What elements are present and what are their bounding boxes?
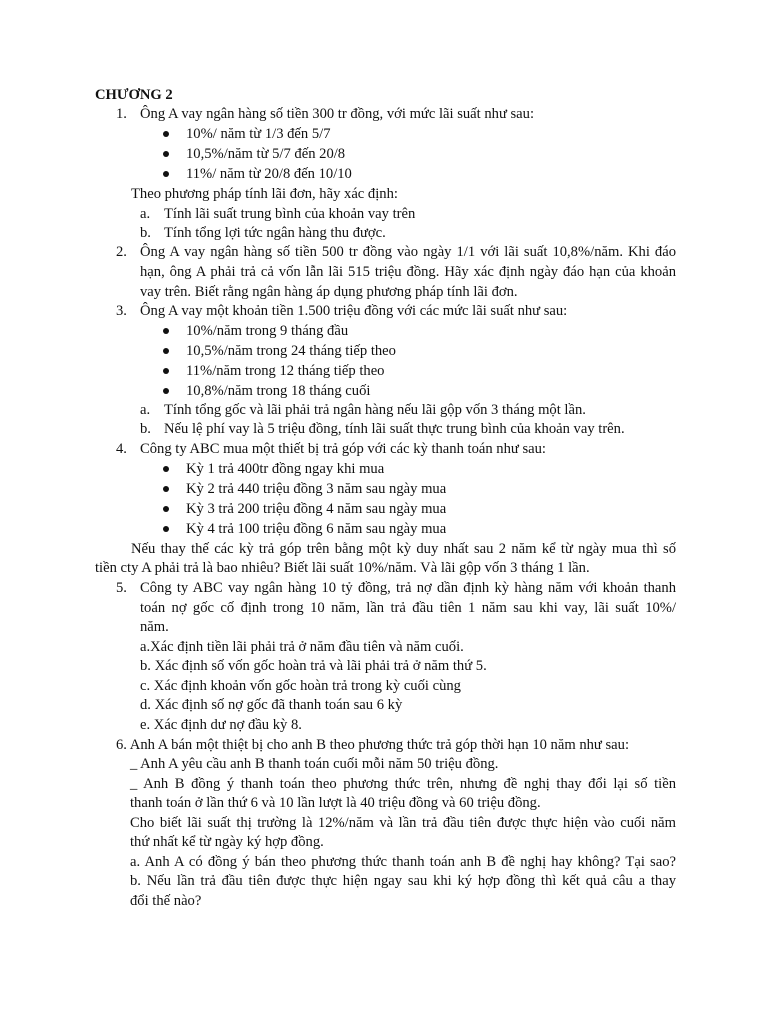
q5-item-e: e. Xác định dư nợ đầu kỳ 8. [140,717,302,733]
q5-line-1: Công ty ABC vay ngân hàng 10 tỷ đồng, trả nợ dần định kỳ hàng năm với khoản thanh [140,580,676,596]
q4-bullet-2: Kỳ 2 trả 440 triệu đồng 3 năm sau ngày mua [186,481,447,497]
q5-item-a: a.Xác định tiền lãi phải trả ở năm đầu tiên và năm cuối. [140,639,464,655]
q6-line-3: thanh toán ở lần thứ 6 và 10 lần lượt là 40 triệu đồng và 60 triệu đồng. [130,795,541,811]
q5-item-d: d. Xác định số nợ gốc đã thanh toán sau 6 kỳ [140,697,403,713]
q4-line-1: Nếu thay thế các kỳ trả góp trên bằng một kỳ duy nhất sau 2 năm kể từ ngày mua thì số [131,541,676,557]
q3-b-label: b. [140,421,151,437]
q4-text: Công ty ABC mua một thiết bị trả góp với các kỳ thanh toán như sau: [140,441,546,457]
q2-line-2: hạn, ông A phải trả cả vốn lẫn lãi 515 triệu đồng. Hãy xác định ngày đáo hạn của khoản [140,264,676,280]
q4-bullet-3: Kỳ 3 trả 200 triệu đồng 4 năm sau ngày mua [186,501,447,517]
q1-lead: Theo phương pháp tính lãi đơn, hãy xác định: [131,186,398,202]
q1-bullet-3: 11%/ năm từ 20/8 đến 10/10 [186,166,352,182]
q1-b-label: b. [140,225,151,241]
q1-a-text: Tính lãi suất trung bình của khoản vay trên [164,206,416,222]
q6-line-8: đổi thế nào? [130,893,202,909]
bullet-icon [163,506,169,512]
bullet-icon [163,526,169,532]
bullet-icon [163,368,169,374]
q6-line-1: _ Anh A yêu cầu anh B thanh toán cuối mỗi năm 50 triệu đồng. [130,756,499,772]
q6-line-5: thứ nhất kể từ ngày ký hợp đồng. [130,834,324,850]
chapter-title: CHƯƠNG 2 [95,87,173,103]
q3-b-text: Nếu lệ phí vay là 5 triệu đồng, tính lãi suất thực trung bình của khoản vay trên. [164,421,625,437]
q2-line-3: vay trên. Biết rằng ngân hàng áp dụng phương pháp tính lãi đơn. [140,284,518,300]
q5-item-b: b. Xác định số vốn gốc hoàn trả và lãi phải trả ở năm thứ 5. [140,658,487,674]
q4-number: 4. [116,441,127,457]
q3-text: Ông A vay một khoản tiền 1.500 triệu đồng với các mức lãi suất như sau: [140,303,568,319]
q1-bullet-1: 10%/ năm từ 1/3 đến 5/7 [186,126,331,142]
q5-number: 5. [116,580,127,596]
q3-bullet-1: 10%/năm trong 9 tháng đầu [186,323,349,339]
bullet-icon [163,348,169,354]
q5-item-c: c. Xác định khoản vốn gốc hoàn trả trong kỳ cuối cùng [140,678,461,694]
q3-bullet-3: 11%/năm trong 12 tháng tiếp theo [186,363,385,379]
q1-text: Ông A vay ngân hàng số tiền 300 tr đồng, với mức lãi suất như sau: [140,106,535,122]
q5-line-3: năm. [140,619,169,635]
q5-line-2: toán nợ gốc cố định trong 10 năm, lần trả đầu tiên 1 năm sau khi vay, lãi suất 10%/ [140,600,676,616]
q6-line-6: a. Anh A có đồng ý bán theo phương thức thanh toán anh B đề nghị hay không? Tại sao? [130,854,676,870]
q2-line-1: Ông A vay ngân hàng số tiền 500 tr đồng vào ngày 1/1 với lãi suất 10,8%/năm. Khi đáo [140,244,676,260]
q2-number: 2. [116,244,127,260]
bullet-icon [163,388,169,394]
q3-bullet-2: 10,5%/năm trong 24 tháng tiếp theo [186,343,396,359]
q4-bullet-1: Kỳ 1 trả 400tr đồng ngay khi mua [186,461,385,477]
q1-bullet-2: 10,5%/năm từ 5/7 đến 20/8 [186,146,346,162]
q6-line-0: 6. Anh A bán một thiệt bị cho anh B theo phương thức trả góp thời hạn 10 năm như sau: [116,737,629,753]
q3-a-label: a. [140,402,151,418]
q3-number: 3. [116,303,127,319]
bullet-icon [163,171,169,177]
bullet-icon [163,131,169,137]
bullet-icon [163,486,169,492]
q1-number: 1. [116,106,127,122]
q3-bullet-4: 10,8%/năm trong 18 tháng cuối [186,383,371,399]
q6-line-2: _ Anh B đồng ý thanh toán theo phương thức trên, nhưng đề nghị thay đổi lại số tiền [130,776,676,792]
q4-line-2: tiền cty A phải trả là bao nhiêu? Biết lãi suất 10%/năm. Và lãi gộp vốn 3 tháng 1 lần. [95,560,590,576]
q4-bullet-4: Kỳ 4 trả 100 triệu đồng 6 năm sau ngày mua [186,521,447,537]
q6-line-7: b. Nếu lần trả đầu tiên được thực hiện ngay sau khi ký hợp đồng thì kết quả câu a thay [130,873,676,889]
q6-line-4: Cho biết lãi suất thị trường là 12%/năm và lần trả đầu tiên được thực hiện vào cuối năm [130,815,676,831]
q3-a-text: Tính tổng gốc và lãi phải trả ngân hàng nếu lãi gộp vốn 3 tháng một lần. [164,402,586,418]
bullet-icon [163,466,169,472]
q1-b-text: Tính tổng lợi tức ngân hàng thu được. [164,225,386,241]
q1-a-label: a. [140,206,151,222]
bullet-icon [163,151,169,157]
bullet-icon [163,328,169,334]
